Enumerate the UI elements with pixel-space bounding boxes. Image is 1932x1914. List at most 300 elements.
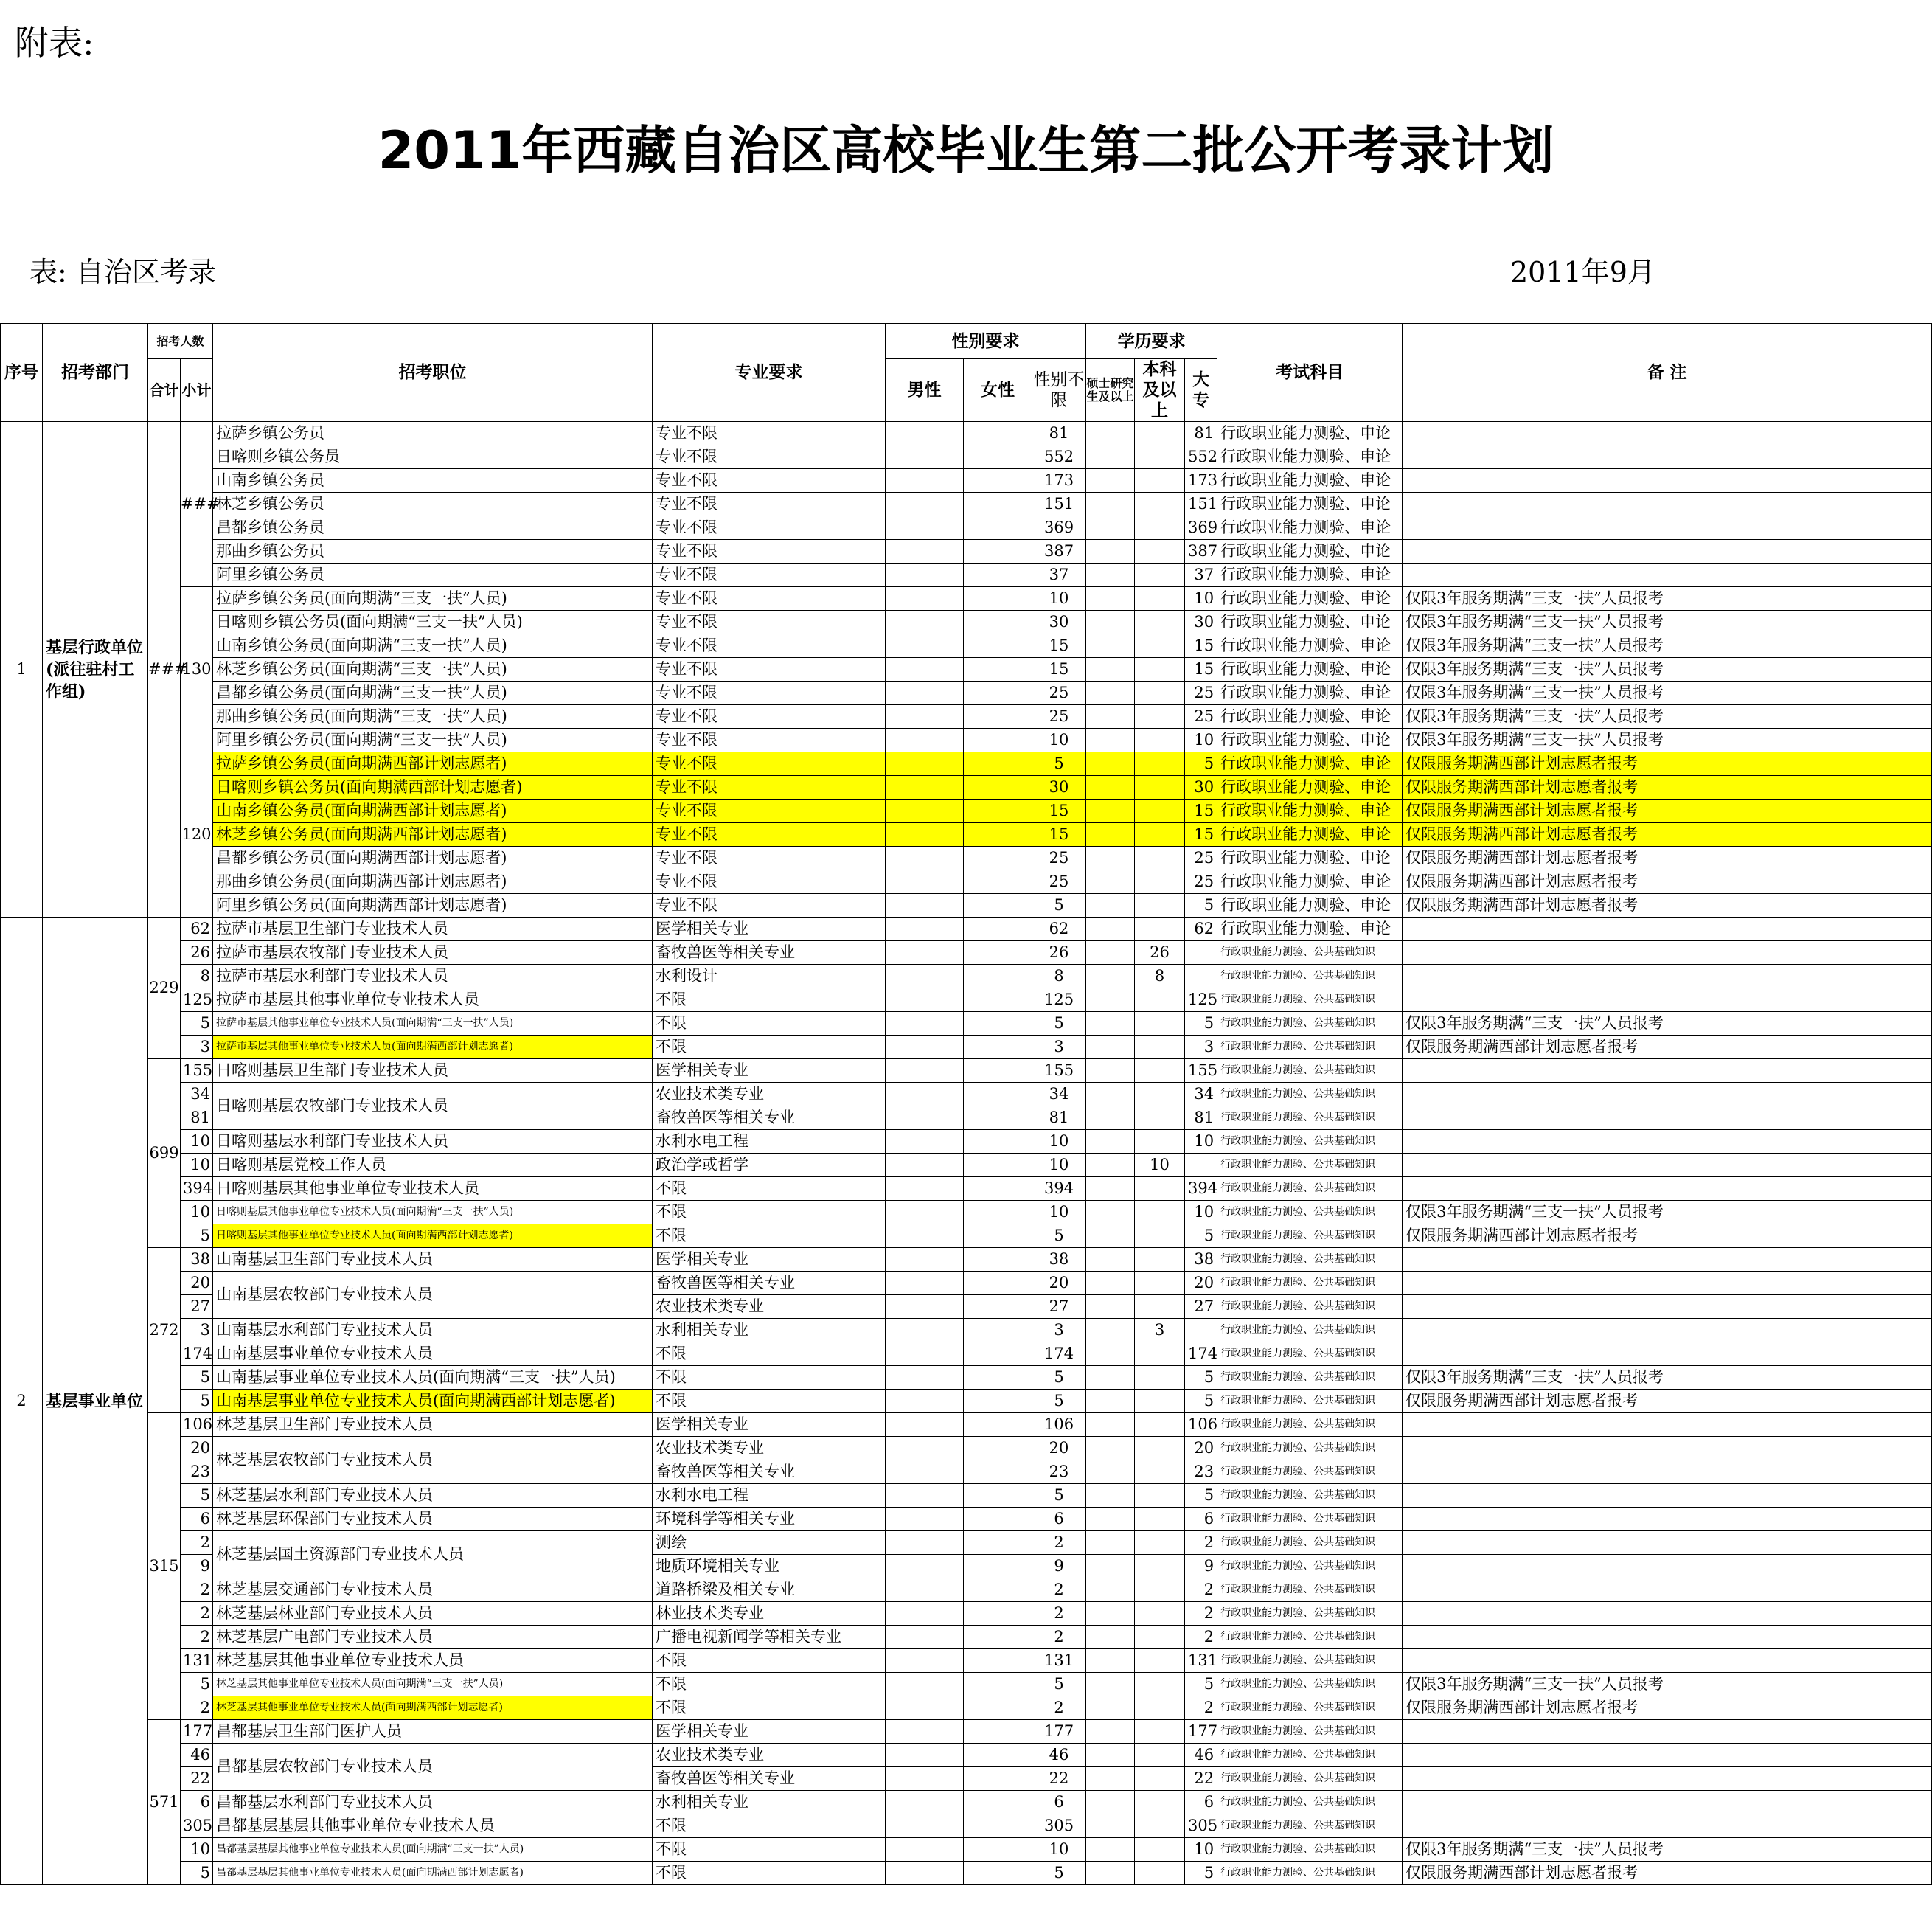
major-cell: 专业不限 — [653, 847, 886, 870]
bachelor-cell — [1135, 516, 1185, 540]
exam-cell: 行政职业能力测验、公共基础知识 — [1217, 1767, 1403, 1791]
college-cell — [1185, 965, 1217, 988]
table-row — [1, 776, 1932, 800]
college-cell: 15 — [1185, 800, 1217, 823]
female-cell — [964, 941, 1032, 965]
remark-cell — [1403, 1578, 1932, 1602]
college-cell: 2 — [1185, 1578, 1217, 1602]
count-cell: 394 — [181, 1177, 213, 1201]
remark-cell: 仅限3年服务期满“三支一扶”人员报考 — [1403, 1838, 1932, 1862]
exam-cell: 行政职业能力测验、公共基础知识 — [1217, 1437, 1403, 1460]
any-gender-cell: 10 — [1032, 1201, 1086, 1224]
major-cell: 医学相关专业 — [653, 1248, 886, 1272]
male-cell — [886, 800, 964, 823]
header-any-gender: 性别不限 — [1032, 359, 1086, 422]
exam-cell: 行政职业能力测验、申论 — [1217, 800, 1403, 823]
table-row — [1, 658, 1932, 682]
position-cell: 林芝基层卫生部门专业技术人员 — [213, 1413, 653, 1437]
major-cell: 专业不限 — [653, 540, 886, 564]
male-cell — [886, 1602, 964, 1626]
female-cell — [964, 729, 1032, 752]
college-cell: 9 — [1185, 1555, 1217, 1578]
college-cell: 5 — [1185, 894, 1217, 918]
major-cell: 不限 — [653, 1036, 886, 1059]
exam-cell: 行政职业能力测验、公共基础知识 — [1217, 1602, 1403, 1626]
table-row — [1, 1059, 1932, 1083]
any-gender-cell: 5 — [1032, 1012, 1086, 1036]
remark-cell — [1403, 1744, 1932, 1767]
position-cell: 日喀则基层水利部门专业技术人员 — [213, 1130, 653, 1154]
college-cell — [1185, 941, 1217, 965]
remark-cell — [1403, 1814, 1932, 1838]
remark-cell — [1403, 1059, 1932, 1083]
major-cell: 不限 — [653, 1012, 886, 1036]
any-gender-cell: 22 — [1032, 1767, 1086, 1791]
remark-cell — [1403, 1437, 1932, 1460]
count-cell: 10 — [181, 1130, 213, 1154]
bachelor-cell — [1135, 1059, 1185, 1083]
count-cell: 23 — [181, 1460, 213, 1484]
table-row — [1, 1154, 1932, 1177]
position-cell: 林芝基层其他事业单位专业技术人员 — [213, 1649, 653, 1673]
bachelor-cell — [1135, 611, 1185, 634]
bachelor-cell — [1135, 1012, 1185, 1036]
bachelor-cell — [1135, 1295, 1185, 1319]
major-cell: 专业不限 — [653, 587, 886, 611]
count-cell: 174 — [181, 1342, 213, 1366]
position-cell: 山南基层事业单位专业技术人员(面向期满“三支一扶”人员) — [213, 1366, 653, 1390]
count-cell: 106 — [181, 1413, 213, 1437]
any-gender-cell: 26 — [1032, 941, 1086, 965]
exam-cell: 行政职业能力测验、公共基础知识 — [1217, 1508, 1403, 1531]
table-row — [1, 422, 1932, 445]
master-cell — [1086, 1696, 1135, 1720]
college-cell: 22 — [1185, 1767, 1217, 1791]
female-cell — [964, 847, 1032, 870]
table-row — [1, 965, 1932, 988]
college-cell: 5 — [1185, 1012, 1217, 1036]
female-cell — [964, 1720, 1032, 1744]
position-cell: 山南乡镇公务员(面向期满“三支一扶”人员) — [213, 634, 653, 658]
female-cell — [964, 1814, 1032, 1838]
page-title: 2011年西藏自治区高校毕业生第二批公开考录计划 — [378, 120, 1554, 181]
position-cell: 林芝基层交通部门专业技术人员 — [213, 1578, 653, 1602]
any-gender-cell: 369 — [1032, 516, 1086, 540]
position-cell: 山南基层事业单位专业技术人员 — [213, 1342, 653, 1366]
exam-cell: 行政职业能力测验、公共基础知识 — [1217, 1484, 1403, 1508]
any-gender-cell: 15 — [1032, 658, 1086, 682]
master-cell — [1086, 1036, 1135, 1059]
table-row — [1, 1036, 1932, 1059]
table-row — [1, 1814, 1932, 1838]
male-cell — [886, 1083, 964, 1106]
female-cell — [964, 658, 1032, 682]
master-cell — [1086, 965, 1135, 988]
college-cell: 25 — [1185, 705, 1217, 729]
male-cell — [886, 682, 964, 705]
bachelor-cell — [1135, 1484, 1185, 1508]
table-row — [1, 1531, 1932, 1555]
exam-cell: 行政职业能力测验、公共基础知识 — [1217, 1649, 1403, 1673]
table-row — [1, 516, 1932, 540]
any-gender-cell: 151 — [1032, 493, 1086, 516]
table-row — [1, 894, 1932, 918]
count-cell: 155 — [181, 1059, 213, 1083]
major-cell: 地质环境相关专业 — [653, 1555, 886, 1578]
exam-cell: 行政职业能力测验、申论 — [1217, 587, 1403, 611]
major-cell: 医学相关专业 — [653, 918, 886, 941]
male-cell — [886, 1154, 964, 1177]
master-cell — [1086, 1059, 1135, 1083]
exam-cell: 行政职业能力测验、公共基础知识 — [1217, 1295, 1403, 1319]
major-cell: 不限 — [653, 1862, 886, 1885]
table-row — [1, 705, 1932, 729]
college-cell: 2 — [1185, 1531, 1217, 1555]
exam-cell: 行政职业能力测验、公共基础知识 — [1217, 1578, 1403, 1602]
college-cell: 30 — [1185, 776, 1217, 800]
college-cell: 10 — [1185, 1838, 1217, 1862]
master-cell — [1086, 729, 1135, 752]
position-cell: 日喀则基层其他事业单位专业技术人员(面向期满西部计划志愿者) — [213, 1224, 653, 1248]
college-cell: 34 — [1185, 1083, 1217, 1106]
position-cell: 那曲乡镇公务员(面向期满西部计划志愿者) — [213, 870, 653, 894]
bachelor-cell — [1135, 1342, 1185, 1366]
female-cell — [964, 1460, 1032, 1484]
remark-cell — [1403, 1602, 1932, 1626]
any-gender-cell: 46 — [1032, 1744, 1086, 1767]
major-cell: 农业技术类专业 — [653, 1083, 886, 1106]
female-cell — [964, 1838, 1032, 1862]
count-cell: 5 — [181, 1673, 213, 1696]
any-gender-cell: 25 — [1032, 847, 1086, 870]
exam-cell: 行政职业能力测验、公共基础知识 — [1217, 1272, 1403, 1295]
count-cell: 10 — [181, 1154, 213, 1177]
master-cell — [1086, 445, 1135, 469]
any-gender-cell: 155 — [1032, 1059, 1086, 1083]
table-row — [1, 564, 1932, 587]
bachelor-cell — [1135, 587, 1185, 611]
male-cell — [886, 823, 964, 847]
master-cell — [1086, 1791, 1135, 1814]
bachelor-cell — [1135, 705, 1185, 729]
bachelor-cell — [1135, 1814, 1185, 1838]
master-cell — [1086, 1390, 1135, 1413]
female-cell — [964, 894, 1032, 918]
table-row — [1, 493, 1932, 516]
bachelor-cell — [1135, 1437, 1185, 1460]
male-cell — [886, 587, 964, 611]
exam-cell: 行政职业能力测验、公共基础知识 — [1217, 1555, 1403, 1578]
master-cell — [1086, 1649, 1135, 1673]
any-gender-cell: 62 — [1032, 918, 1086, 941]
male-cell — [886, 1578, 964, 1602]
bachelor-cell — [1135, 1555, 1185, 1578]
any-gender-cell: 177 — [1032, 1720, 1086, 1744]
exam-cell: 行政职业能力测验、公共基础知识 — [1217, 1012, 1403, 1036]
male-cell — [886, 1390, 964, 1413]
exam-cell: 行政职业能力测验、公共基础知识 — [1217, 1791, 1403, 1814]
college-cell: 2 — [1185, 1696, 1217, 1720]
major-cell: 不限 — [653, 1177, 886, 1201]
male-cell — [886, 776, 964, 800]
exam-cell: 行政职业能力测验、公共基础知识 — [1217, 1083, 1403, 1106]
any-gender-cell: 15 — [1032, 800, 1086, 823]
college-cell: 10 — [1185, 1130, 1217, 1154]
remark-cell: 仅限服务期满西部计划志愿者报考 — [1403, 1390, 1932, 1413]
female-cell — [964, 988, 1032, 1012]
any-gender-cell: 23 — [1032, 1460, 1086, 1484]
master-cell — [1086, 1248, 1135, 1272]
female-cell — [964, 1201, 1032, 1224]
master-cell — [1086, 776, 1135, 800]
remark-cell: 仅限3年服务期满“三支一扶”人员报考 — [1403, 658, 1932, 682]
attachment-label: 附表: — [15, 23, 94, 63]
any-gender-cell: 15 — [1032, 823, 1086, 847]
seq-cell: 2 — [1, 918, 43, 1885]
bachelor-cell — [1135, 988, 1185, 1012]
major-cell: 专业不限 — [653, 422, 886, 445]
remark-cell — [1403, 422, 1932, 445]
remark-cell: 仅限服务期满西部计划志愿者报考 — [1403, 752, 1932, 776]
exam-cell: 行政职业能力测验、申论 — [1217, 894, 1403, 918]
female-cell — [964, 1578, 1032, 1602]
table-row — [1, 918, 1932, 941]
position-cell: 林芝基层林业部门专业技术人员 — [213, 1602, 653, 1626]
male-cell — [886, 1814, 964, 1838]
female-cell — [964, 1059, 1032, 1083]
bachelor-cell — [1135, 1838, 1185, 1862]
remark-cell: 仅限3年服务期满“三支一扶”人员报考 — [1403, 1201, 1932, 1224]
college-cell: 369 — [1185, 516, 1217, 540]
any-gender-cell: 2 — [1032, 1602, 1086, 1626]
male-cell — [886, 493, 964, 516]
male-cell — [886, 1531, 964, 1555]
remark-cell — [1403, 1649, 1932, 1673]
major-cell: 不限 — [653, 1649, 886, 1673]
female-cell — [964, 493, 1032, 516]
seq-cell: 1 — [1, 422, 43, 918]
exam-cell: 行政职业能力测验、公共基础知识 — [1217, 1390, 1403, 1413]
major-cell: 专业不限 — [653, 705, 886, 729]
any-gender-cell: 34 — [1032, 1083, 1086, 1106]
position-cell: 昌都乡镇公务员(面向期满西部计划志愿者) — [213, 847, 653, 870]
college-cell: 174 — [1185, 1342, 1217, 1366]
female-cell — [964, 1248, 1032, 1272]
master-cell — [1086, 634, 1135, 658]
any-gender-cell: 27 — [1032, 1295, 1086, 1319]
header-college: 大专 — [1185, 359, 1217, 422]
table-row — [1, 1508, 1932, 1531]
exam-cell: 行政职业能力测验、公共基础知识 — [1217, 1036, 1403, 1059]
female-cell — [964, 705, 1032, 729]
college-cell: 5 — [1185, 1862, 1217, 1885]
bachelor-cell — [1135, 1720, 1185, 1744]
any-gender-cell: 25 — [1032, 870, 1086, 894]
major-cell: 专业不限 — [653, 611, 886, 634]
female-cell — [964, 1649, 1032, 1673]
master-cell — [1086, 1437, 1135, 1460]
master-cell — [1086, 1838, 1135, 1862]
major-cell: 专业不限 — [653, 776, 886, 800]
remark-cell — [1403, 469, 1932, 493]
college-cell: 37 — [1185, 564, 1217, 587]
table-row — [1, 1602, 1932, 1626]
remark-cell — [1403, 445, 1932, 469]
female-cell — [964, 1130, 1032, 1154]
bachelor-cell — [1135, 1460, 1185, 1484]
major-cell: 林业技术类专业 — [653, 1602, 886, 1626]
master-cell — [1086, 422, 1135, 445]
exam-cell: 行政职业能力测验、公共基础知识 — [1217, 1626, 1403, 1649]
major-cell: 水利设计 — [653, 965, 886, 988]
female-cell — [964, 752, 1032, 776]
exam-cell: 行政职业能力测验、公共基础知识 — [1217, 1154, 1403, 1177]
master-cell — [1086, 1720, 1135, 1744]
position-cell: 林芝基层环保部门专业技术人员 — [213, 1508, 653, 1531]
header-master: 硕士研究生及以上 — [1086, 359, 1135, 422]
bachelor-cell — [1135, 1130, 1185, 1154]
any-gender-cell: 15 — [1032, 634, 1086, 658]
any-gender-cell: 5 — [1032, 1390, 1086, 1413]
male-cell — [886, 965, 964, 988]
female-cell — [964, 634, 1032, 658]
bachelor-cell — [1135, 1390, 1185, 1413]
male-cell — [886, 870, 964, 894]
male-cell — [886, 1224, 964, 1248]
female-cell — [964, 587, 1032, 611]
any-gender-cell: 394 — [1032, 1177, 1086, 1201]
table-row — [1, 1130, 1932, 1154]
table-row — [1, 1626, 1932, 1649]
female-cell — [964, 1696, 1032, 1720]
male-cell — [886, 988, 964, 1012]
position-cell: 那曲乡镇公务员 — [213, 540, 653, 564]
female-cell — [964, 1224, 1032, 1248]
table-row — [1, 1720, 1932, 1744]
male-cell — [886, 941, 964, 965]
remark-cell: 仅限3年服务期满“三支一扶”人员报考 — [1403, 1673, 1932, 1696]
master-cell — [1086, 587, 1135, 611]
remark-cell — [1403, 1413, 1932, 1437]
master-cell — [1086, 752, 1135, 776]
master-cell — [1086, 658, 1135, 682]
count-cell: 2 — [181, 1578, 213, 1602]
master-cell — [1086, 469, 1135, 493]
master-cell — [1086, 705, 1135, 729]
exam-cell: 行政职业能力测验、申论 — [1217, 611, 1403, 634]
bachelor-cell — [1135, 1791, 1185, 1814]
exam-cell: 行政职业能力测验、申论 — [1217, 776, 1403, 800]
position-cell: 林芝基层农牧部门专业技术人员 — [213, 1437, 653, 1484]
exam-cell: 行政职业能力测验、申论 — [1217, 729, 1403, 752]
college-cell: 62 — [1185, 918, 1217, 941]
table-row — [1, 611, 1932, 634]
bachelor-cell — [1135, 1602, 1185, 1626]
count-cell: 81 — [181, 1106, 213, 1130]
male-cell — [886, 1106, 964, 1130]
dept-cell: 基层行政单位(派往驻村工作组) — [43, 422, 148, 918]
any-gender-cell: 10 — [1032, 1130, 1086, 1154]
female-cell — [964, 445, 1032, 469]
header-count: 招考人数 — [148, 324, 213, 359]
exam-cell: 行政职业能力测验、公共基础知识 — [1217, 1224, 1403, 1248]
male-cell — [886, 705, 964, 729]
female-cell — [964, 1083, 1032, 1106]
male-cell — [886, 1720, 964, 1744]
any-gender-cell: 5 — [1032, 1862, 1086, 1885]
college-cell: 81 — [1185, 1106, 1217, 1130]
position-cell: 山南乡镇公务员(面向期满西部计划志愿者) — [213, 800, 653, 823]
master-cell — [1086, 1083, 1135, 1106]
college-cell: 30 — [1185, 611, 1217, 634]
count-cell: 26 — [181, 941, 213, 965]
bachelor-cell: 8 — [1135, 965, 1185, 988]
position-cell: 拉萨市基层其他事业单位专业技术人员(面向期满“三支一扶”人员) — [213, 1012, 653, 1036]
bachelor-cell — [1135, 682, 1185, 705]
bachelor-cell — [1135, 1696, 1185, 1720]
position-cell: 那曲乡镇公务员(面向期满“三支一扶”人员) — [213, 705, 653, 729]
any-gender-cell: 131 — [1032, 1649, 1086, 1673]
college-cell: 10 — [1185, 1201, 1217, 1224]
position-cell: 日喀则乡镇公务员(面向期满“三支一扶”人员) — [213, 611, 653, 634]
female-cell — [964, 1744, 1032, 1767]
college-cell: 15 — [1185, 823, 1217, 847]
female-cell — [964, 516, 1032, 540]
table-row — [1, 1083, 1932, 1106]
major-cell: 水利相关专业 — [653, 1319, 886, 1342]
bachelor-cell — [1135, 918, 1185, 941]
region-subtotal-cell: 571 — [148, 1720, 181, 1885]
master-cell — [1086, 1272, 1135, 1295]
count-cell: 5 — [181, 1224, 213, 1248]
bachelor-cell — [1135, 1649, 1185, 1673]
position-cell: 阿里乡镇公务员 — [213, 564, 653, 587]
bachelor-cell — [1135, 894, 1185, 918]
college-cell: 25 — [1185, 847, 1217, 870]
any-gender-cell: 38 — [1032, 1248, 1086, 1272]
exam-cell: 行政职业能力测验、公共基础知识 — [1217, 1248, 1403, 1272]
table-row — [1, 752, 1932, 776]
master-cell — [1086, 611, 1135, 634]
table-row — [1, 1272, 1932, 1295]
master-cell — [1086, 894, 1135, 918]
remark-cell — [1403, 493, 1932, 516]
table-row — [1, 870, 1932, 894]
table-row — [1, 847, 1932, 870]
remark-cell — [1403, 1531, 1932, 1555]
female-cell — [964, 1413, 1032, 1437]
header-major: 专业要求 — [653, 324, 886, 422]
major-cell: 环境科学等相关专业 — [653, 1508, 886, 1531]
master-cell — [1086, 1366, 1135, 1390]
exam-cell: 行政职业能力测验、申论 — [1217, 564, 1403, 587]
exam-cell: 行政职业能力测验、公共基础知识 — [1217, 1460, 1403, 1484]
count-cell: 34 — [181, 1083, 213, 1106]
male-cell — [886, 1791, 964, 1814]
table-row — [1, 587, 1932, 611]
bachelor-cell — [1135, 445, 1185, 469]
female-cell — [964, 1177, 1032, 1201]
table-row — [1, 729, 1932, 752]
bachelor-cell — [1135, 1366, 1185, 1390]
college-cell: 38 — [1185, 1248, 1217, 1272]
position-cell: 昌都基层基层其他事业单位专业技术人员(面向期满“三支一扶”人员) — [213, 1838, 653, 1862]
female-cell — [964, 1555, 1032, 1578]
male-cell — [886, 1272, 964, 1295]
female-cell — [964, 823, 1032, 847]
position-cell: 拉萨市基层农牧部门专业技术人员 — [213, 941, 653, 965]
male-cell — [886, 658, 964, 682]
